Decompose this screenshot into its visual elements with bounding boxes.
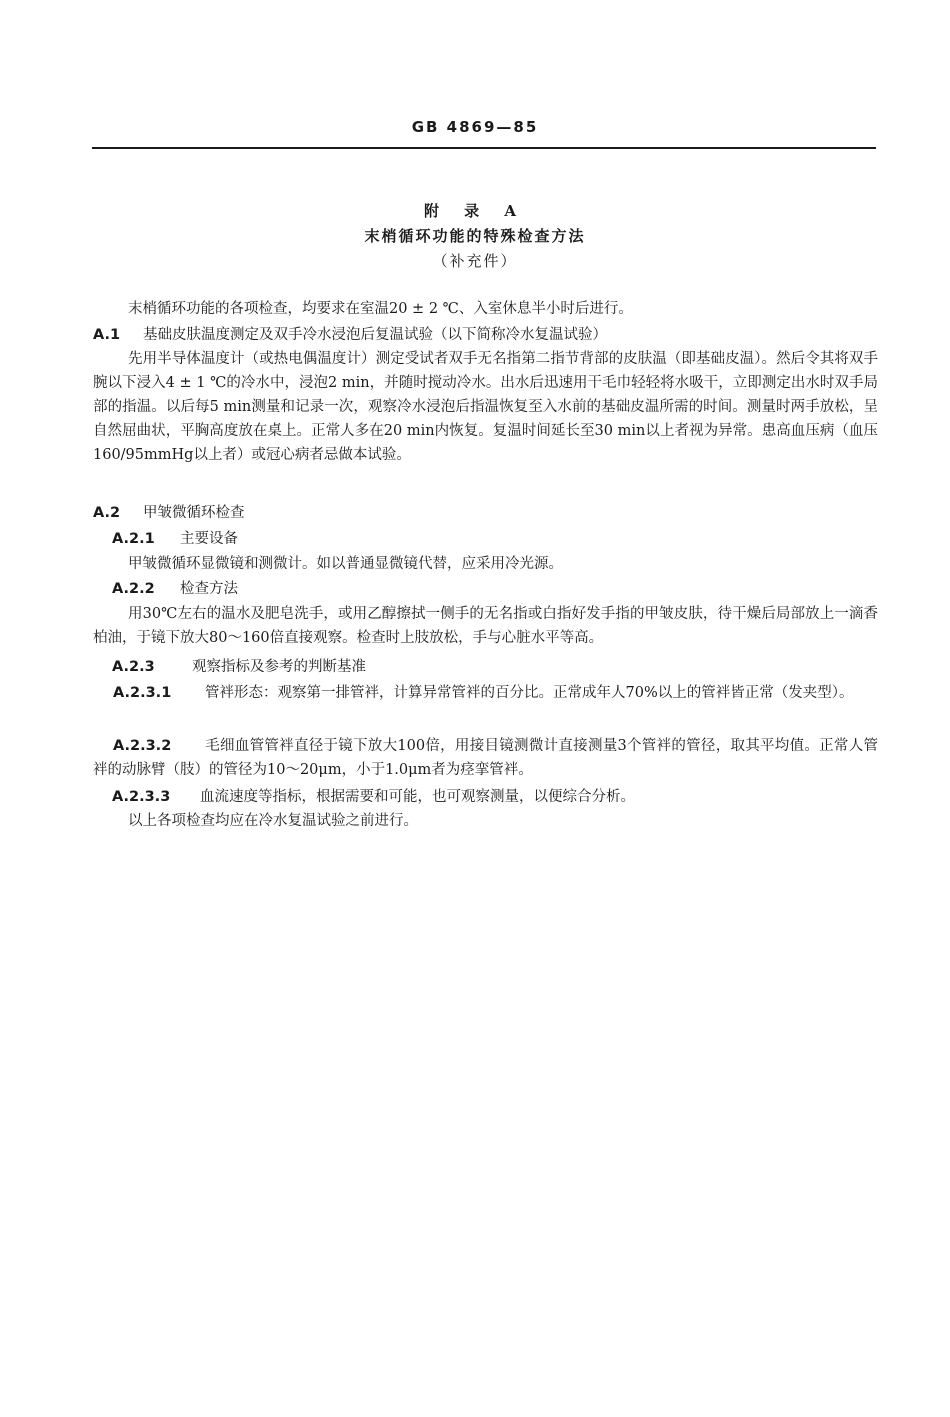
document-code-header: GB 4869—85	[411, 118, 539, 136]
section-number: A.2.3.3	[112, 789, 171, 805]
section-number: A.1	[93, 327, 121, 343]
header-rule	[92, 147, 876, 149]
section-number: A.2.2	[112, 581, 155, 597]
section-body: 管袢形态：观察第一排管袢，计算异常管袢的百分比。正常成年人70%以上的管袢皆正常（发夹型）。	[205, 685, 854, 701]
section-title: 观察指标及参考的判断基准	[192, 659, 366, 675]
section-number: A.2.3.2	[113, 738, 172, 754]
section-a21-heading	[112, 528, 238, 550]
section-body: 毛细血管管袢直径于镜下放大100倍，用接目镜测微计直接测量3个管袢的管径，取其平均值。正常人管袢的动脉臂（肢）的管径为10～20μm，小于1.0μm者为痉挛管袢。	[93, 738, 878, 778]
section-a2-heading	[93, 502, 245, 524]
appendix-title: 末梢循环功能的特殊检查方法	[364, 227, 586, 245]
section-a1-body: 先用半导体温度计（或热电偶温度计）测定受试者双手无名指第二指节背部的皮肤温（即基础皮温）。然后令其将双手腕以下浸入4 ± 1 ℃的冷水中，浸泡2 min，并随时搅动冷水。出水后迅速用干毛巾轻轻将水吸干，立即测定出水时双手局部的指温。以后每5 min测量和记录一次，观察冷水浸泡后指温恢复至入水前的基础皮温所需的时间。测量时两手放松，呈自然屈曲状，平胸高度放在桌上。正常人多在20 min内恢复。复温时间延长至30 min以上者视为异常。患高血压病（血压160/95mmHg以上者）或冠心病者忌做本试验。	[93, 351, 878, 463]
section-a1-heading	[93, 324, 607, 346]
section-number: A.2.3	[112, 659, 155, 675]
section-a231	[93, 681, 878, 705]
appendix-label: 附 录 A	[423, 202, 527, 220]
section-number: A.2.1	[112, 531, 155, 547]
section-a21-body: 甲皱微循环显微镜和测微计。如以普通显微镜代替，应采用冷光源。	[128, 556, 563, 572]
section-a22-heading	[112, 578, 238, 600]
section-title: 甲皱微循环检查	[143, 505, 245, 521]
section-body: 血流速度等指标，根据需要和可能，也可观察测量，以便综合分析。	[200, 789, 635, 805]
section-a22-body: 用30℃左右的温水及肥皂洗手，或用乙醇擦拭一侧手的无名指或白指好发手指的甲皱皮肤，待干燥后局部放上一滴香柏油，于镜下放大80～160倍直接观察。检查时上肢放松，手与心脏水平等高。	[93, 606, 878, 646]
section-title: 基础皮肤温度测定及双手冷水浸泡后复温试验（以下简称冷水复温试验）	[143, 327, 607, 343]
intro-paragraph: 末梢循环功能的各项检查，均要求在室温20 ± 2 ℃、入室休息半小时后进行。	[128, 301, 633, 317]
section-a232	[93, 734, 878, 782]
closing-paragraph: 以上各项检查均应在冷水复温试验之前进行。	[128, 813, 418, 829]
section-a233	[112, 786, 635, 808]
section-title: 检查方法	[180, 581, 238, 597]
section-number: A.2	[93, 505, 121, 521]
section-title: 主要设备	[180, 531, 238, 547]
section-number: A.2.3.1	[113, 685, 172, 701]
section-a23-heading	[112, 656, 366, 678]
appendix-subtitle: （补充件）	[432, 252, 518, 270]
